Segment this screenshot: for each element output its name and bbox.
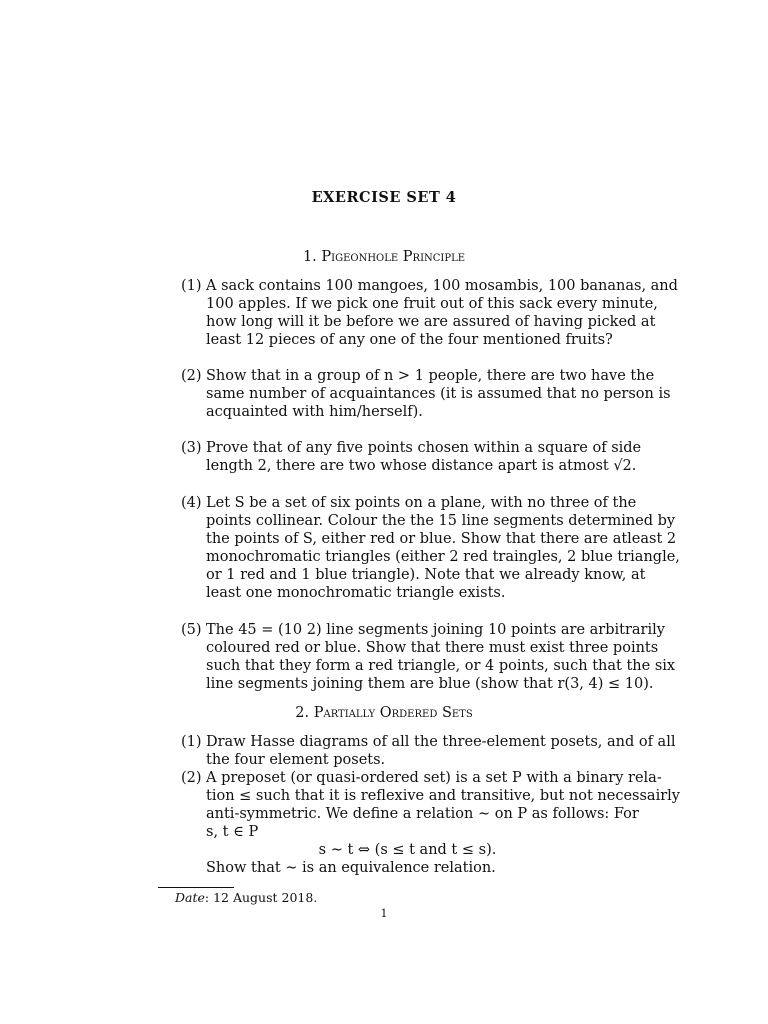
item-line: 100 apples. If we pick one fruit out of this sack every minute,	[206, 296, 658, 312]
item-line: length 2, there are two whose distance apart is atmost √2.	[206, 458, 637, 474]
footnote	[175, 890, 317, 905]
exercise-item-1-3	[181, 439, 642, 475]
item-line: line segments joining them are blue (show that r(3, 4) ≤ 10).	[206, 676, 654, 692]
item-line: coloured red or blue. Show that there must exist three points	[206, 640, 659, 656]
item-number: (2)	[181, 368, 202, 384]
item-line: the four element posets.	[206, 752, 386, 768]
exercise-item-1-4	[181, 494, 680, 602]
footnote-label: Date	[175, 890, 205, 905]
footnote-rule	[158, 887, 234, 888]
page-number: 1	[380, 907, 388, 920]
item-line: A sack contains 100 mangoes, 100 mosambis, 100 bananas, and	[206, 278, 678, 294]
item-line: Show that in a group of n > 1 people, there are two have the	[206, 368, 655, 384]
exercise-item-1-2	[181, 367, 671, 421]
section-heading-pigeonhole: 1. Pigeonhole Principle	[302, 249, 466, 265]
item-line: Draw Hasse diagrams of all the three-element posets, and of all	[206, 734, 676, 750]
display-equation: s ∼ t ⇔ (s ≤ t and t ≤ s).	[318, 842, 497, 858]
item-line: acquainted with him/herself).	[206, 404, 423, 420]
item-line: The 45 = (10 2) line segments joining 10 points are arbitrarily	[206, 622, 665, 638]
exercise-item-1-5	[181, 621, 676, 693]
item-line: such that they form a red triangle, or 4 points, such that the six	[206, 658, 676, 674]
item-line: A preposet (or quasi-ordered set) is a set P with a binary rela-	[206, 770, 662, 786]
item-line: anti-symmetric. We define a relation ∼ on P as follows: For	[206, 806, 639, 822]
item-line: tion ≤ such that it is reflexive and transitive, but not necessairly	[206, 788, 680, 804]
item-line: s, t ∈ P	[206, 824, 259, 840]
item-number: (1)	[181, 278, 202, 294]
exercise-title: EXERCISE SET 4	[311, 189, 457, 206]
item-line: least one monochromatic triangle exists.	[206, 585, 506, 601]
exercise-item-2-1	[181, 733, 676, 769]
item-number: (5)	[181, 622, 202, 638]
item-line: Show that ∼ is an equivalence relation.	[206, 860, 496, 876]
item-line: the points of S, either red or blue. Show that there are atleast 2	[206, 531, 677, 547]
item-line: how long will it be before we are assured of having picked at	[206, 314, 656, 330]
section-heading-posets: 2. Partially Ordered Sets	[295, 705, 473, 721]
item-line: or 1 red and 1 blue triangle). Note that we already know, at	[206, 567, 646, 583]
exercise-item-2-2	[181, 769, 680, 877]
item-number: (4)	[181, 495, 202, 511]
item-line: Prove that of any five points chosen within a square of side	[206, 440, 642, 456]
item-line: least 12 pieces of any one of the four mentioned fruits?	[206, 332, 613, 348]
item-line: monochromatic triangles (either 2 red traingles, 2 blue triangle,	[206, 549, 680, 565]
item-number: (2)	[181, 770, 202, 786]
footnote-text: : 12 August 2018.	[204, 890, 318, 905]
item-number: (3)	[181, 440, 202, 456]
item-line: Let S be a set of six points on a plane, with no three of the	[206, 495, 637, 511]
item-line: points collinear. Colour the the 15 line segments determined by	[206, 513, 676, 529]
item-number: (1)	[181, 734, 202, 750]
exercise-item-1-1	[181, 277, 678, 349]
item-line: same number of acquaintances (it is assumed that no person is	[206, 386, 671, 402]
